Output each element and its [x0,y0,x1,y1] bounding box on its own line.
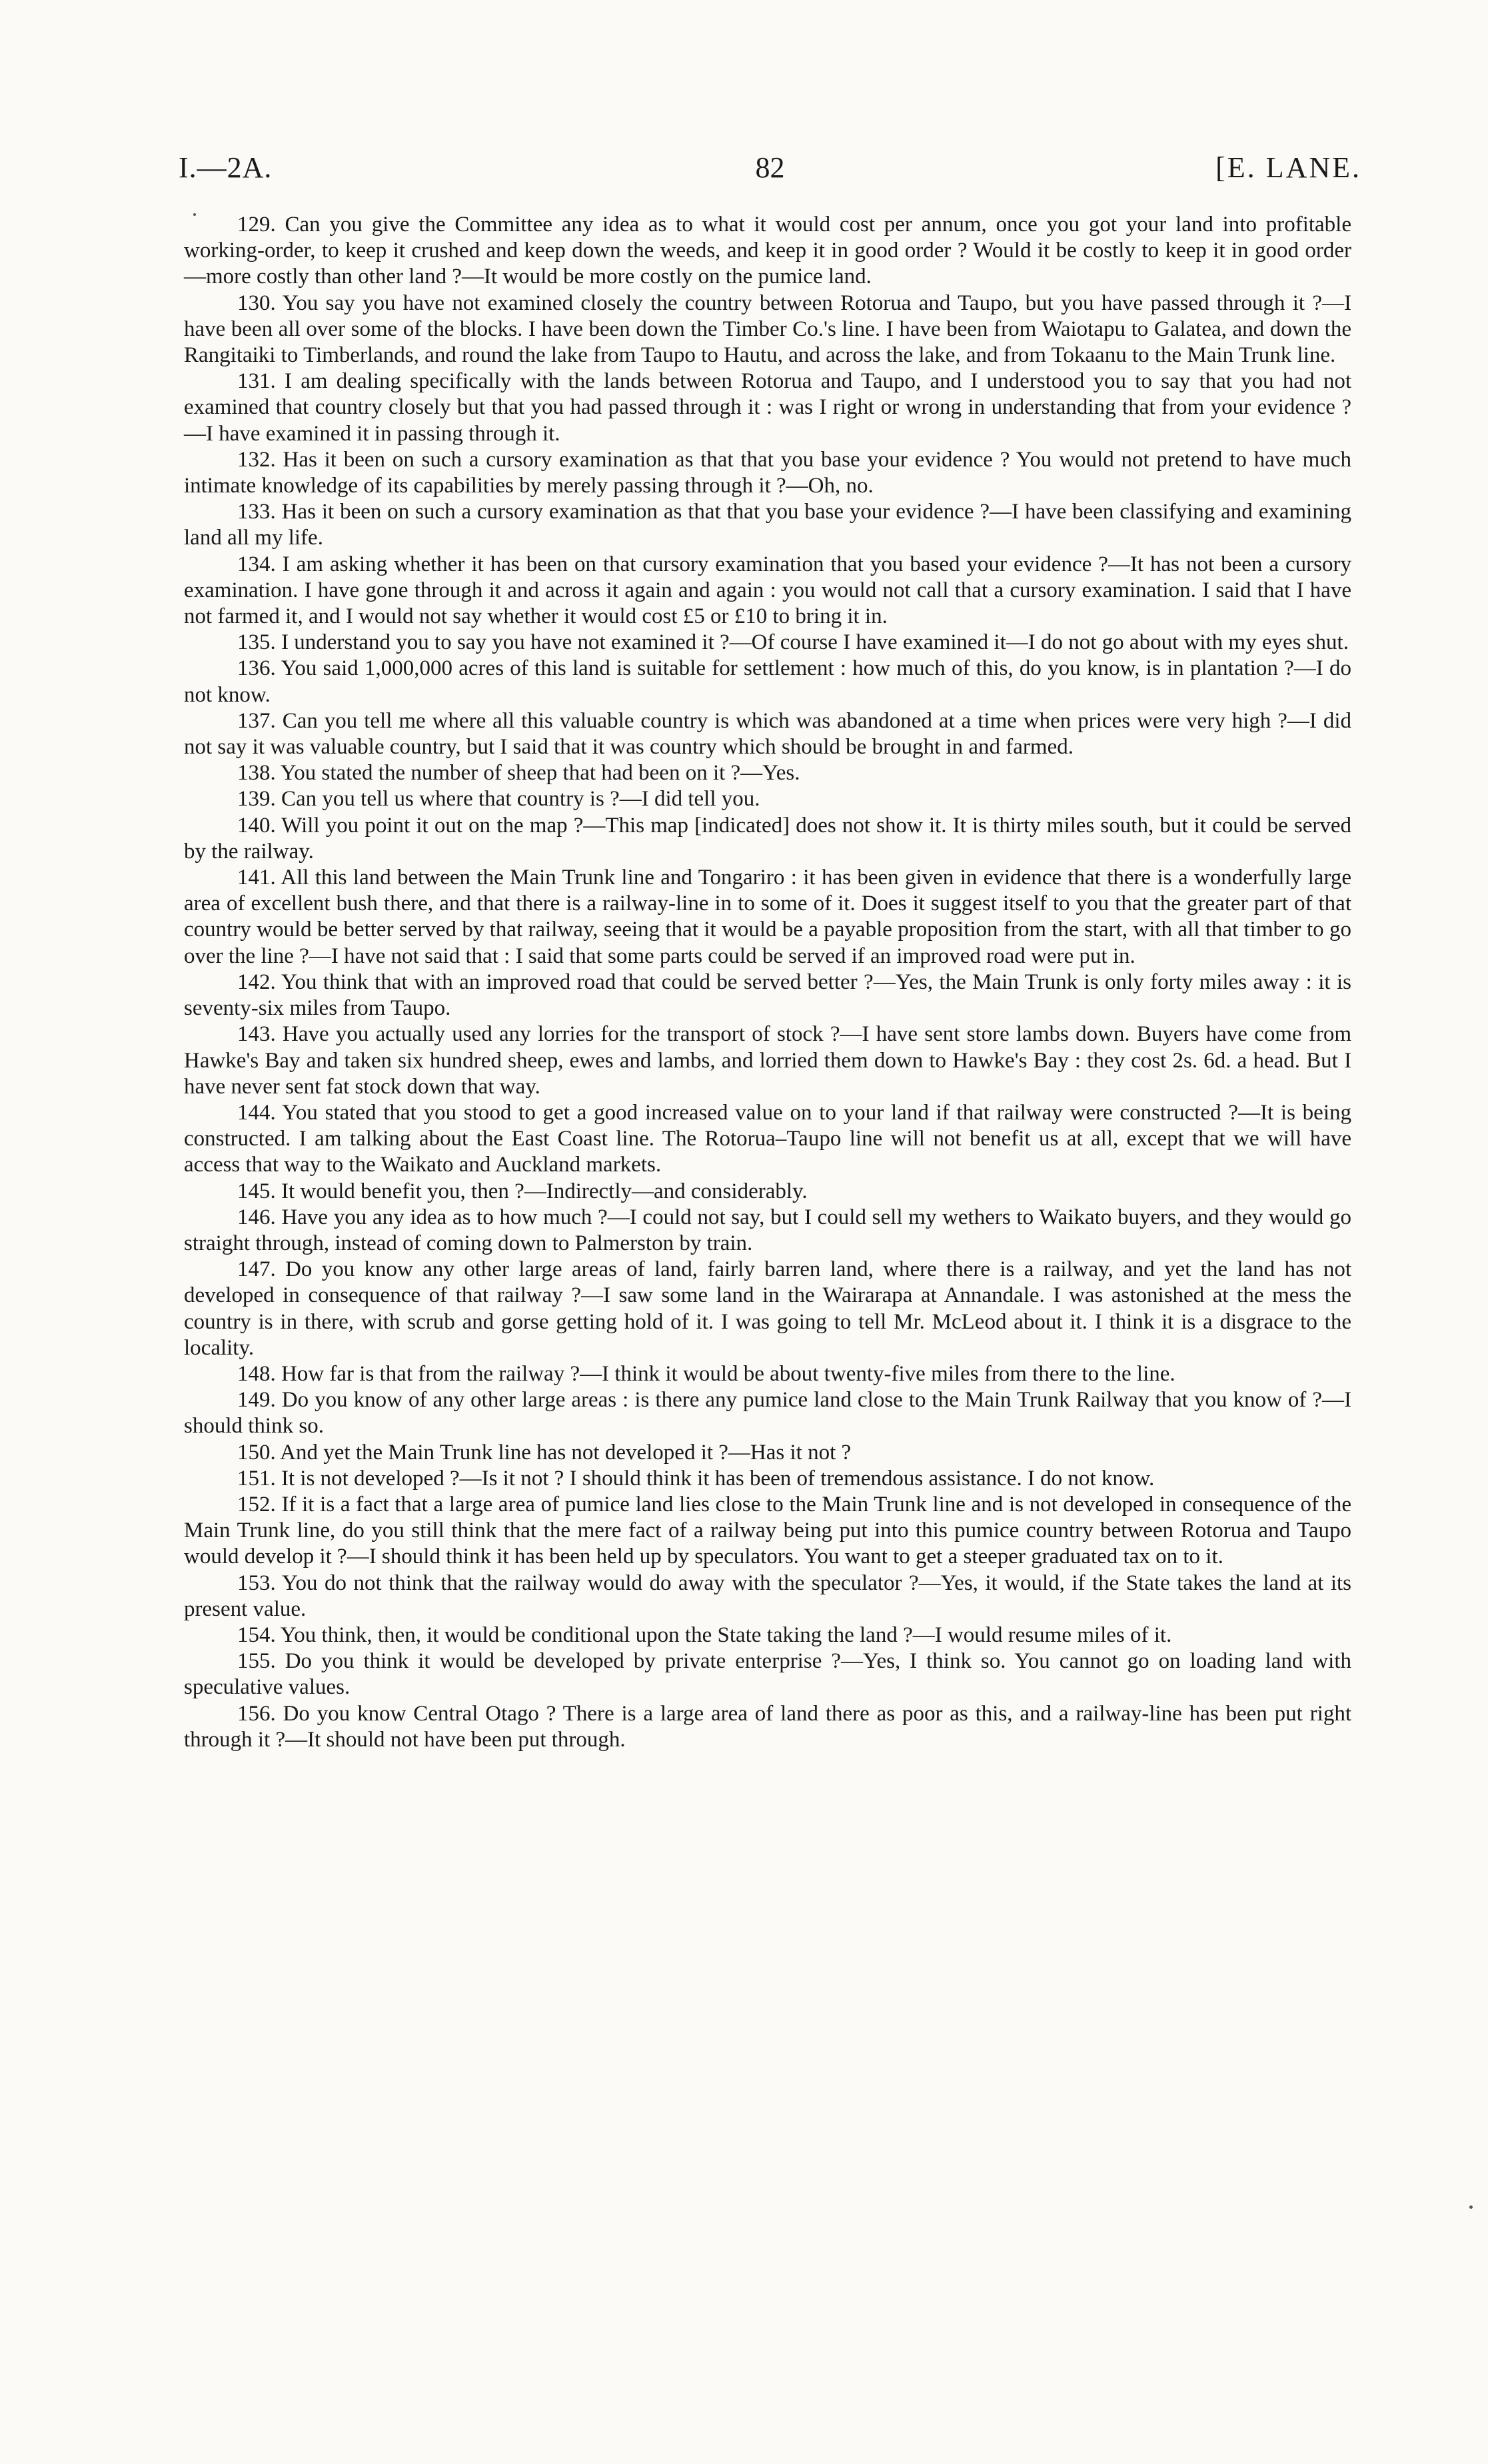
question-132: 132. Has it been on such a cursory examination as that that you base your evidence ? You would not pretend to have much intimate knowledge of its capabilities by merely passing through it ?—Oh, no. [184,447,1351,498]
evidence-body [184,212,1351,1753]
scan-speck [1469,2205,1473,2209]
question-129: 129. Can you give the Committee any idea as to what it would cost per annum, once you got your land into profitable working-order, to keep it crushed and keep down the weeds, and keep it in good order ? Would it be costly to keep it in good order—more costly than other land ?—It would be more costly on the pumice land. [184,213,1351,289]
question-154: 154. You think, then, it would be conditional upon the State taking the land ?—I would resume miles of it. [237,1622,1172,1647]
question-133: 133. Has it been on such a cursory examination as that that you base your evidence ?—I have been classifying and examining land all my life. [184,500,1351,550]
question-142: 142. You think that with an improved road that could be served better ?—Yes, the Main Trunk is only forty miles away : it is seventy-six miles from Taupo. [184,969,1351,1021]
question-151: 151. It is not developed ?—Is it not ? I should think it has been of tremendous assistance. I do not know. [237,1466,1155,1491]
question-149: 149. Do you know of any other large areas : is there any pumice land close to the Main Trunk Railway that you know of ?—I should think so. [184,1388,1351,1439]
question-131: 131. I am dealing specifically with the lands between Rotorua and Taupo, and I understood you to say that you had not examined that country closely but that you had passed through it : was I right or wrong in understanding that from your evidence ?—I have examined it in passing through it. [184,369,1351,446]
scan-speck [193,213,196,216]
question-135: 135. I understand you to say you have not examined it ?—Of course I have examined it—I do not go about with my eyes shut. [237,630,1349,655]
question-137: 137. Can you tell me where all this valuable country is which was abandoned at a time when prices were very high ?—I did not say it was valuable country, but I said that it was country which should be brought in and farmed. [184,708,1351,760]
question-155: 155. Do you think it would be developed by private enterprise ?—Yes, I think so. You cannot go on loading land with speculative values. [184,1649,1351,1700]
question-156: 156. Do you know Central Otago ? There is a large area of land there as poor as this, and a railway-line has been put right through it ?—It should not have been put through. [184,1701,1351,1752]
question-147: 147. Do you know any other large areas of land, fairly barren land, where there is a railway, and yet the land has not developed in consequence of that railway ?—I saw some land in the Wairarapa at Annandale. I was astonished at the mess the country is in there, with scrub and gorse getting hold of it. I was going to tell Mr. McLeod about it. I think it is a disgrace to the locality. [184,1257,1351,1360]
question-134: 134. I am asking whether it has been on that cursory examination that you based your evidence ?—It has not been a cursory examination. I have gone through it and across it again and again : you would not call that a cursory examination. I said that I have not farmed it, and I would not say whether it would cost £5 or £10 to bring it in. [184,552,1351,629]
question-143: 143. Have you actually used any lorries for the transport of stock ?—I have sent store lambs down. Buyers have come from Hawke's Bay and taken six hundred sheep, ewes and lambs, and lorried them down to Hawke's Bay : they cost 2s. 6d. a head. But I have never sent fat stock down that way. [184,1022,1351,1099]
page-number: 82 [755,151,785,184]
question-148: 148. How far is that from the railway ?—I think it would be about twenty-five miles from there to the line. [237,1361,1175,1386]
question-130: 130. You say you have not examined closely the country between Rotorua and Taupo, but you have passed through it ?—I have been all over some of the blocks. I have been down the Timber Co.'s line. I have been from Waiotapu to Galatea, and down the Rangitaiki to Timberlands, and round the lake from Taupo to Hautu, and across the lake, and from Tokaanu to the Main Trunk line. [184,291,1351,368]
question-145: 145. It would benefit you, then ?—Indirectly—and considerably. [237,1179,808,1203]
question-146: 146. Have you any idea as to how much ?—I could not say, but I could sell my wethers to Waikato buyers, and they would go straight through, instead of coming down to Palmerston by train. [184,1205,1351,1255]
witness-name: [E. LANE. [1215,151,1361,184]
question-150: 150. And yet the Main Trunk line has not developed it ?—Has it not ? [237,1440,852,1465]
question-138: 138. You stated the number of sheep that had been on it ?—Yes. [237,761,800,786]
question-136: 136. You said 1,000,000 acres of this land is suitable for settlement : how much of this, do you know, is in plantation ?—I do not know. [184,656,1351,707]
question-141: 141. All this land between the Main Trunk line and Tongariro : it has been given in evidence that there is a wonderfully large area of excellent bush there, and that there is a railway-line in to some of it. Does it suggest itself to you that the greater part of that country would be better served by that railway, seeing that it would be a payable proposition from the start, with all that timber to go over the line ?—I have not said that : I said that some parts could be served if an improved road were put in. [184,866,1351,968]
document-reference: I.—2A. [179,151,273,184]
question-140: 140. Will you point it out on the map ?—This map [indicated] does not show it. It is thirty miles south, but it could be served by the railway. [184,813,1351,864]
question-144: 144. You stated that you stood to get a good increased value on to your land if that railway were constructed ?—It is being constructed. I am talking about the East Coast line. The Rotorua–Taupo line will not benefit us at all, except that we will have access that way to the Waikato and Auckland markets. [184,1100,1351,1177]
question-153: 153. You do not think that the railway would do away with the speculator ?—Yes, it would, if the State takes the land at its present value. [184,1570,1351,1621]
page-header [179,148,1361,188]
question-152: 152. If it is a fact that a large area of pumice land lies close to the Main Trunk line and is not developed in consequence of the Main Trunk line, do you still think that the mere fact of a railway being put into this pumice country between Rotorua and Taupo would develop it ?—I should think it has been held up by speculators. You want to get a steeper graduated tax on to it. [184,1492,1351,1569]
question-139: 139. Can you tell us where that country is ?—I did tell you. [237,787,760,812]
